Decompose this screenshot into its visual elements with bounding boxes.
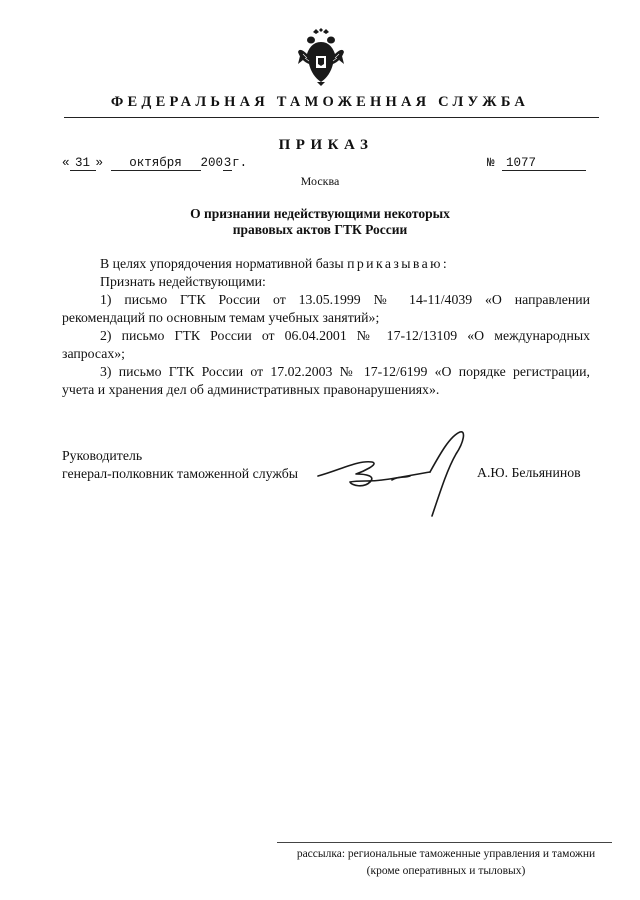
subject-line-1: О признании недействующими некоторых [190, 206, 450, 221]
document-subject [0, 206, 640, 238]
item-2-line-2: запросах»; [62, 346, 125, 361]
document-date [62, 156, 247, 171]
date-open-quote: « [62, 156, 70, 170]
declare-line: Признать недействующими: [100, 274, 266, 289]
signatory-title [62, 447, 298, 483]
document-number [487, 156, 586, 171]
subject-line-2: правовых актов ГТК России [232, 222, 408, 237]
signatory-title-line-2: генерал-полковник таможенной службы [62, 466, 298, 481]
signatory-name: А.Ю. Бельянинов [477, 465, 581, 480]
date-month: октября [111, 156, 201, 171]
number-value: 1077 [502, 156, 586, 171]
distribution-line-2: (кроме оперативных и тыловых) [366, 865, 526, 877]
document-body [62, 255, 590, 399]
item-3-line-1: 3) письмо ГТК России от 17.02.2003 № 17-12/6199 «О порядке регистрации, [100, 364, 590, 379]
city: Москва [300, 174, 340, 188]
item-3-line-2: учета и хранения дел об административных правонарушениях». [62, 382, 440, 397]
date-year-digit: 3 [223, 156, 232, 170]
intro-verb: приказываю: [347, 256, 450, 271]
item-1-line-1: 1) письмо ГТК России от 13.05.1999 № 14-11/4039 «О направлении [100, 292, 590, 307]
agency-name: ФЕДЕРАЛЬНАЯ ТАМОЖЕННАЯ СЛУЖБА [110, 94, 530, 110]
item-1-line-2: рекомендаций по основным темам учебных занятий»; [62, 310, 380, 325]
signatory-title-line-1: Руководитель [62, 448, 143, 463]
date-close-quote: » [95, 156, 104, 170]
number-sign: № [487, 156, 495, 170]
date-year-suffix: г. [232, 156, 248, 170]
distribution-line-1: рассылка: региональные таможенные управления и таможни [296, 848, 596, 860]
date-day: 31 [70, 156, 96, 171]
date-year-prefix: 200 [200, 156, 224, 170]
document-type: ПРИКАЗ [278, 137, 374, 153]
distribution-divider [277, 842, 612, 843]
double-headed-eagle-icon [297, 28, 345, 86]
distribution-list [277, 846, 615, 880]
header-divider [64, 117, 599, 118]
intro-paragraph [62, 255, 590, 273]
item-2-line-1: 2) письмо ГТК России от 06.04.2001 № 17-12/13109 «О международных [100, 328, 590, 343]
handwritten-signature [300, 424, 480, 524]
intro-text: В целях упорядочения нормативной базы [100, 256, 344, 271]
